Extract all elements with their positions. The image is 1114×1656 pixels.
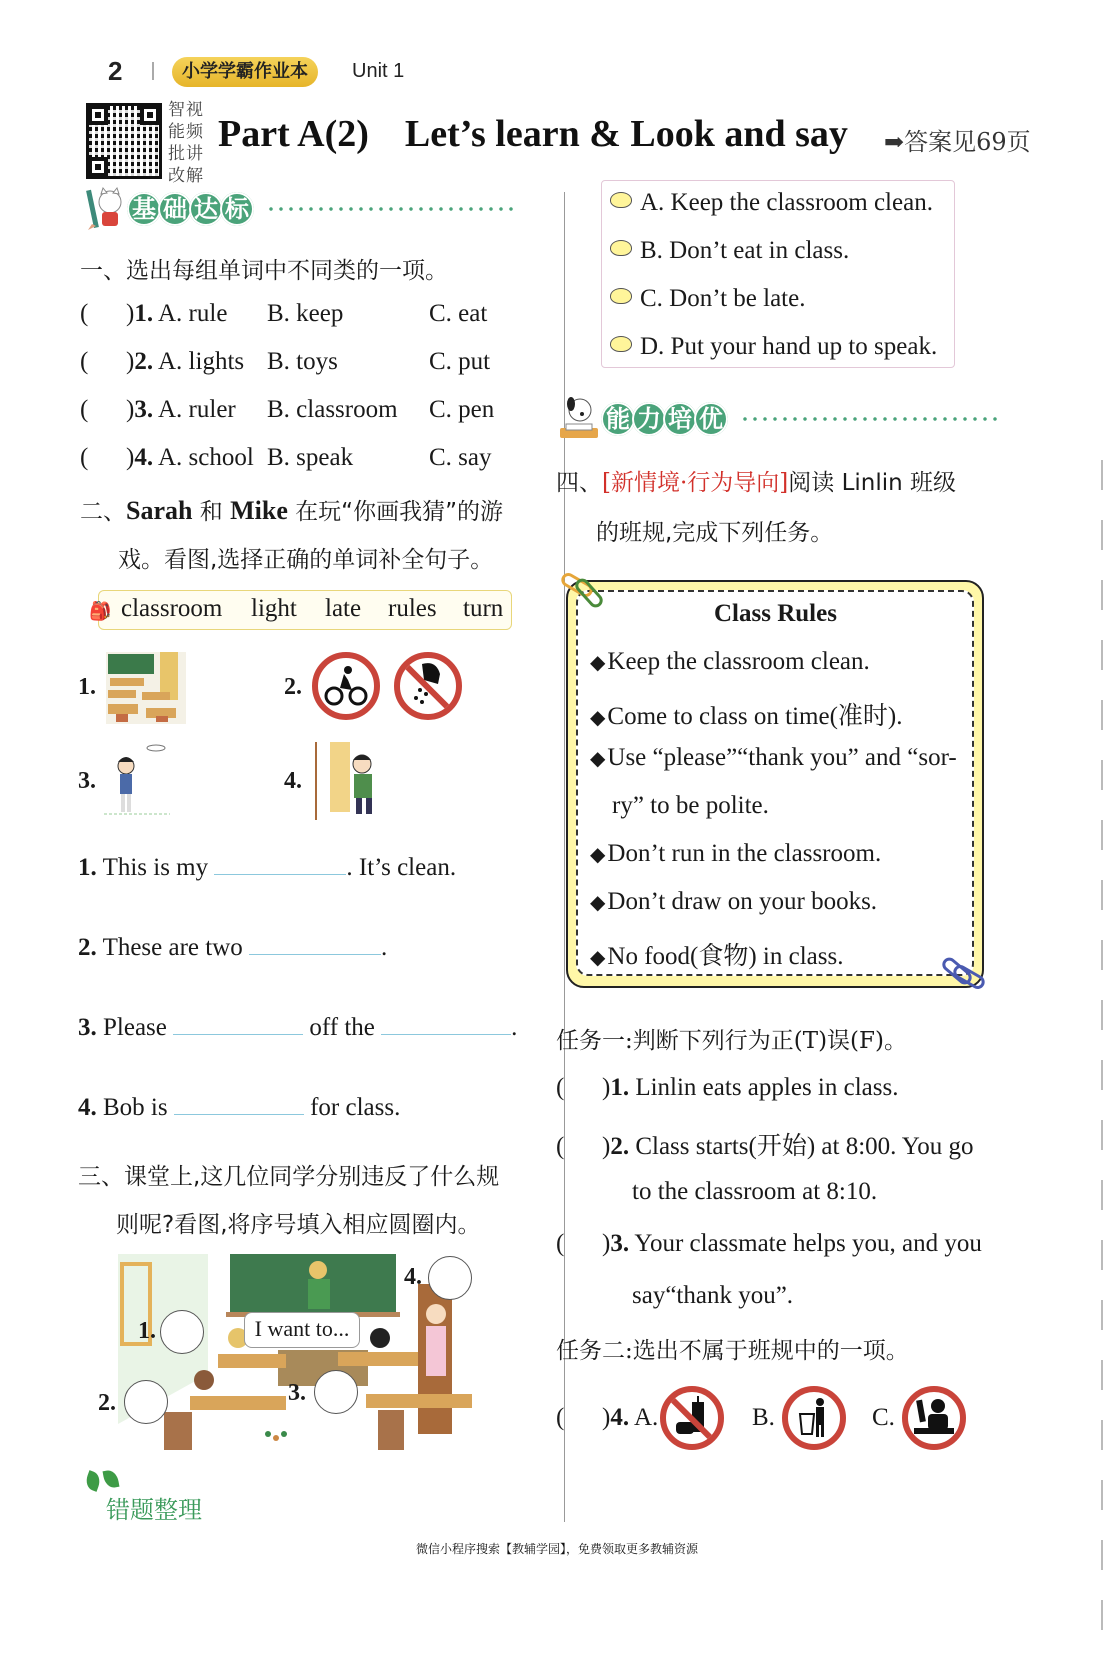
circle-label: 3. (288, 1380, 306, 1406)
option-a: A. school (158, 444, 254, 471)
no-food-drink-icon[interactable] (660, 1386, 724, 1450)
boy-light-switch-picture (104, 742, 170, 818)
banner-char: 达 (189, 192, 223, 226)
task1-heading: 任务一:判断下列行为正(T)误(F)。 (556, 1028, 907, 1054)
diamond-bullet-icon: ◆ (590, 947, 606, 969)
rule-item-cont: ry” to be polite. (612, 792, 769, 819)
q1-item: ( )4. A. school B. speak C. say (80, 444, 492, 471)
word-bank (89, 590, 512, 630)
page-edge (1101, 460, 1103, 1640)
page-number: 2 (108, 56, 123, 86)
banner-char: 能 (601, 402, 635, 436)
dotted-rule (740, 417, 998, 421)
diamond-bullet-icon: ◆ (590, 892, 606, 914)
rule-item: ◆Come to class on time(准时). (590, 703, 903, 730)
rule-item: ◆Don’t draw on your books. (590, 888, 878, 915)
trash-bin-icon[interactable] (782, 1386, 846, 1450)
dotted-rule (266, 207, 518, 211)
chick-icon (610, 336, 632, 352)
option-a: A. lights (158, 348, 245, 375)
option-b: B. classroom (267, 396, 398, 423)
no-littering-sign-icon (394, 652, 462, 720)
classroom-picture (106, 652, 186, 724)
q2-sentence: 3. Please off the . (78, 1014, 518, 1041)
diamond-bullet-icon: ◆ (590, 652, 606, 674)
answer-paren[interactable]: ( (556, 1133, 565, 1160)
option-c: C. say (429, 444, 492, 471)
circle-label: 2. (98, 1390, 116, 1416)
option-b: B. keep (267, 300, 344, 327)
banner-char: 培 (663, 402, 697, 436)
picture-label: 1. (78, 674, 96, 700)
dog-mascot-icon (560, 396, 600, 442)
word-bank-word: rules (388, 595, 437, 622)
leaf-icon (83, 1470, 102, 1492)
book-name-badge: 小学学霸作业本 (172, 57, 318, 87)
q2-sentence: 2. These are two . (78, 934, 388, 961)
option-c: C. pen (429, 396, 495, 423)
rule-item: ◆Keep the classroom clean. (590, 648, 870, 675)
rule-item: ◆Use “please”“thank you” and “sor- (590, 744, 957, 771)
option-b: B. speak (267, 444, 354, 471)
circle-label: 1. (138, 1318, 156, 1344)
option-c: C. eat (429, 300, 488, 327)
q4-heading-line2: 的班规,完成下列任务。 (596, 520, 834, 546)
header-separator (152, 62, 154, 80)
late-student-picture (312, 742, 384, 820)
lesson-name: Let’s learn & Look and say (404, 113, 848, 155)
option-b: B. toys (267, 348, 338, 375)
word-bank-word: turn (463, 595, 504, 622)
answer-paren[interactable]: ( (80, 300, 89, 327)
answer-circle[interactable] (124, 1380, 168, 1424)
leaf-icon (103, 1469, 120, 1489)
class-rules-title: Class Rules (714, 600, 837, 627)
rule-item: ◆No food(食物) in class. (590, 943, 844, 970)
no-cycling-sign-icon (312, 652, 380, 720)
rule-option: D. Put your hand up to speak. (610, 333, 937, 361)
circle-label: 4. (404, 1264, 422, 1290)
answer-paren[interactable]: ( (556, 1074, 565, 1101)
answer-reference: ➡答案见69页 (884, 128, 1031, 156)
word-bank-word: classroom (121, 595, 223, 622)
option-a: A. rule (158, 300, 228, 327)
word-bank-word: light (251, 595, 297, 622)
task1-item: ( )2. Class starts(开始) at 8:00. You go (556, 1133, 974, 1160)
answer-paren[interactable]: ( (556, 1230, 565, 1257)
mistakes-section-label: 错题整理 (106, 1496, 202, 1524)
lesson-part: Part A(2) (218, 113, 369, 155)
diamond-bullet-icon: ◆ (590, 707, 606, 729)
watermark-text: 微信小程序搜索【教辅学园】，免费领取更多教辅资源 (415, 1542, 698, 1556)
q1-item: ( )1. A. rule B. keep C. eat (80, 300, 488, 327)
chick-icon (610, 288, 632, 304)
diamond-bullet-icon: ◆ (590, 748, 606, 770)
section-banner-advanced (560, 396, 998, 442)
task2-heading: 任务二:选出不属于班规中的一项。 (556, 1338, 909, 1364)
bag-icon: 🎒 (89, 601, 112, 621)
answer-paren[interactable]: ( (80, 444, 89, 471)
raise-hand-icon[interactable] (902, 1386, 966, 1450)
task1-item: ( )1. Linlin eats apples in class. (556, 1074, 899, 1101)
section-banner-basic (86, 186, 518, 232)
answer-blank[interactable] (249, 954, 381, 955)
q2-sentence: 4. Bob is for class. (78, 1094, 401, 1121)
answer-paren[interactable]: ( (80, 348, 89, 375)
banner-char: 础 (158, 192, 192, 226)
qr-caption: 智视能频批讲改解 (168, 100, 204, 186)
picture-label: 4. (284, 768, 302, 794)
answer-blank[interactable] (381, 1034, 511, 1035)
option-a: A. ruler (158, 396, 236, 423)
chick-icon (610, 240, 632, 256)
q4-heading: 四、[新情境·行为导向]阅读 Linlin 班级 (556, 470, 957, 496)
answer-paren[interactable]: ( (556, 1404, 565, 1431)
banner-char: 优 (694, 402, 728, 436)
speech-bubble: I want to... (244, 1312, 360, 1348)
answer-circle[interactable] (428, 1256, 472, 1300)
task1-item: ( )3. Your classmate helps you, and you (556, 1230, 982, 1257)
rule-item: ◆Don’t run in the classroom. (590, 840, 882, 867)
cat-mascot-icon (86, 186, 126, 232)
context-tag: [新情境·行为导向] (602, 470, 789, 496)
answer-blank[interactable] (214, 874, 346, 875)
rule-options-box (601, 180, 955, 368)
diamond-bullet-icon: ◆ (590, 844, 606, 866)
q3-heading: 三、课堂上,这几位同学分别违反了什么规 (78, 1164, 500, 1190)
rule-option: C. Don’t be late. (610, 285, 805, 313)
option-c: C. put (429, 348, 491, 375)
q3-heading-line2: 则呢?看图,将序号填入相应圆圈内。 (116, 1212, 481, 1238)
option-label: C. (872, 1404, 895, 1431)
q1-item: ( )2. A. lights B. toys C. put (80, 348, 491, 375)
banner-char: 基 (127, 192, 161, 226)
answer-paren[interactable]: ( (80, 396, 89, 423)
task1-item-cont: say“thank you”. (632, 1282, 794, 1309)
q2-heading: 二、Sarah 和 Mike 在玩“你画我猜”的游 (80, 496, 504, 525)
chick-icon (610, 192, 632, 208)
task2-item: ( )4. A. (556, 1404, 659, 1431)
qr-code-icon[interactable] (86, 103, 162, 179)
column-divider (564, 192, 565, 1522)
rule-option: A. Keep the classroom clean. (610, 189, 933, 217)
word-bank-word: late (325, 595, 362, 622)
q1-heading: 一、选出每组单词中不同类的一项。 (80, 258, 448, 284)
lesson-title (218, 112, 848, 156)
q1-item: ( )3. A. ruler B. classroom C. pen (80, 396, 495, 423)
answer-blank[interactable] (174, 1114, 304, 1115)
picture-label: 3. (78, 768, 96, 794)
picture-label: 2. (284, 674, 302, 700)
rule-option: B. Don’t eat in class. (610, 237, 849, 265)
answer-circle[interactable] (160, 1310, 204, 1354)
unit-label: Unit 1 (352, 60, 405, 82)
q2-sentence: 1. This is my . It’s clean. (78, 854, 457, 881)
banner-char: 标 (220, 192, 254, 226)
answer-circle[interactable] (314, 1370, 358, 1414)
q2-heading-line2: 戏。看图,选择正确的单词补全句子。 (118, 547, 494, 573)
answer-blank[interactable] (173, 1034, 303, 1035)
banner-char: 力 (632, 402, 666, 436)
task1-item-cont: to the classroom at 8:10. (632, 1178, 878, 1205)
option-label: B. (752, 1404, 775, 1431)
